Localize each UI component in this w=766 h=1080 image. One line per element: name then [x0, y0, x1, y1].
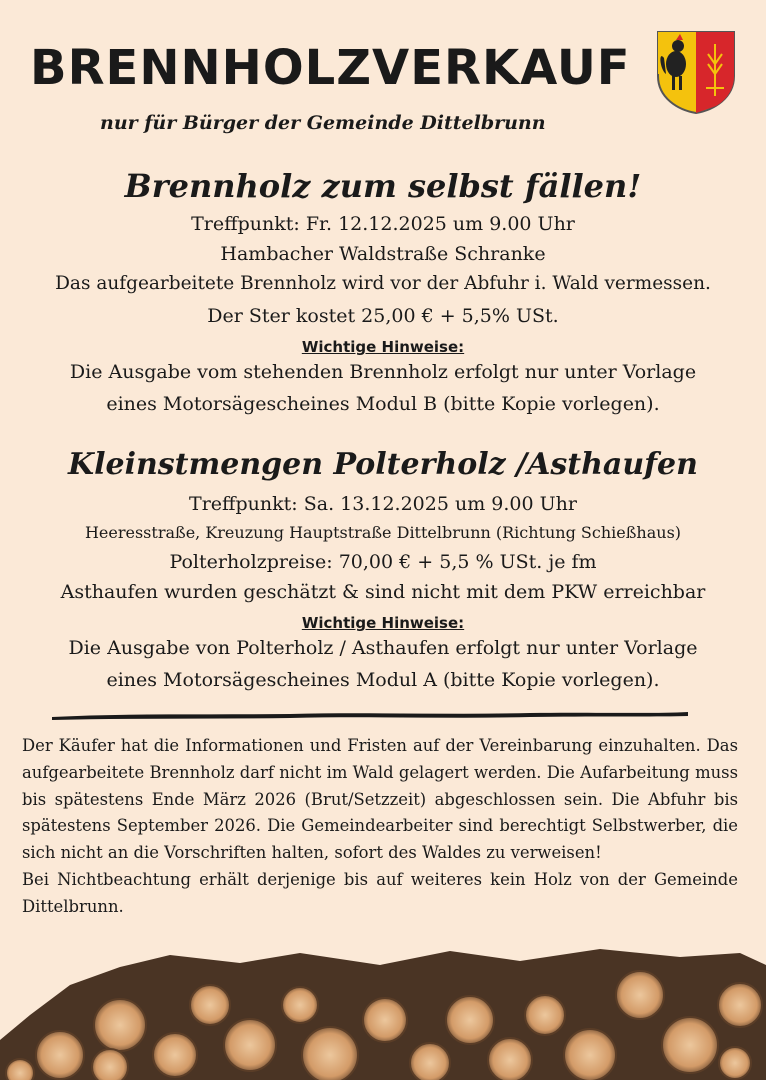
- brush-divider: [50, 704, 690, 724]
- section1-heading: Brennholz zum selbst fällen!: [124, 167, 642, 205]
- section1-measure: Das aufgearbeitete Brennholz wird vor der Abfuhr i. Wald vermessen.: [55, 273, 711, 294]
- section2-heading: Kleinstmengen Polterholz /Asthaufen: [68, 447, 698, 482]
- firewood-pile-image: [0, 945, 766, 1080]
- section1-hint-title: Wichtige Hinweise:: [301, 338, 465, 356]
- section2-price: Polterholzpreise: 70,00 € + 5,5 % USt. je fm: [169, 551, 597, 573]
- terms-paragraph-1: Der Käufer hat die Informationen und Fristen auf der Vereinbarung einzuhalten. Das aufgearbeitete Brennholz darf nicht im Wald gelagert werden. Die Aufarbeitung muss bis spätestens Ende März 2026 (Brut/Setzzeit) abgeschlossen sein. Die Abfuhr bis spätestens September 2026. Die Gemeindearbeiter sind berechtigt Selbstwerber, die sich nicht an die Vorschriften halten, sofort des Waldes zu verweisen!: [22, 736, 738, 863]
- section1-price: Der Ster kostet 25,00 € + 5,5% USt.: [207, 305, 559, 327]
- section2-hint-line2: eines Motorsägescheines Modul A (bitte Kopie vorlegen).: [106, 669, 660, 691]
- terms-text: [22, 733, 738, 921]
- section2-meeting: Treffpunkt: Sa. 13.12.2025 um 9.00 Uhr: [189, 493, 577, 515]
- section1-hint-line1: Die Ausgabe vom stehenden Brennholz erfolgt nur unter Vorlage: [69, 361, 697, 383]
- section2-location: Heeresstraße, Kreuzung Hauptstraße Dittelbrunn (Richtung Schießhaus): [84, 523, 682, 542]
- section2-hint-line1: Die Ausgabe von Polterholz / Asthaufen erfolgt nur unter Vorlage: [68, 637, 698, 659]
- section1-hint-line2: eines Motorsägescheines Modul B (bitte Kopie vorlegen).: [106, 393, 660, 415]
- section1-meeting: Treffpunkt: Fr. 12.12.2025 um 9.00 Uhr: [191, 213, 575, 235]
- poster-title: BRENNHOLZVERKAUF: [30, 40, 631, 96]
- section1-location: Hambacher Waldstraße Schranke: [220, 243, 546, 265]
- section2-hint-title: Wichtige Hinweise:: [301, 614, 465, 632]
- poster-subtitle: nur für Bürger der Gemeinde Dittelbrunn: [100, 112, 546, 134]
- municipal-coat-of-arms: [656, 30, 736, 114]
- terms-paragraph-2: Bei Nichtbeachtung erhält derjenige bis auf weiteres kein Holz von der Gemeinde Dittelbrunn.: [22, 869, 738, 916]
- section2-note: Asthaufen wurden geschätzt & sind nicht mit dem PKW erreichbar: [60, 581, 706, 603]
